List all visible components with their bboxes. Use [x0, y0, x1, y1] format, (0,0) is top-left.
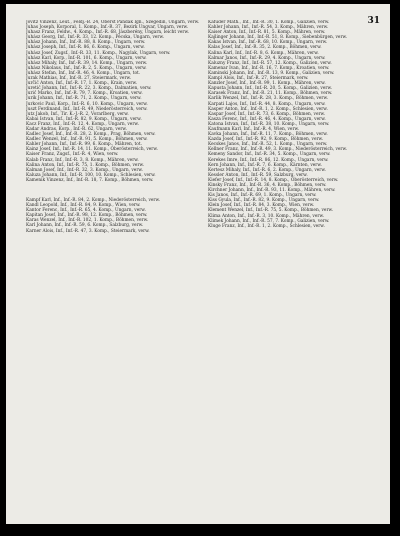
roster-entry: Kazda Josef, Inf., Inf.-R. 92, 9. Komp., Böhmen, verw. [208, 137, 324, 143]
roster-entry: Kavka Johann, Inf., Inf.-R. 11, 7. Komp., Böhmen, verw. [208, 132, 328, 138]
roster-entry: Kirchner Johann, Inf., Inf.-R. 93, 11. Komp., Mähren, verw. [208, 188, 336, 194]
roster-entry: Kacz Franz, Inf., Inf.-R. 12, 4. Komp., Ungarn, verw. [26, 121, 139, 127]
roster-entry: Kaluza Johann, Inf., Inf.-R. 100, 10. Komp., Schlesien, verw. [26, 172, 156, 178]
roster-entry: Kaufmann Karl, Inf., Inf.-R. 4, Wien, verw. [208, 126, 300, 132]
roster-entry: Kamenik Vinzenz, Inf., Inf.-R. 18, 7. Komp., Böhmen, verw. [26, 177, 154, 183]
roster-entry: Kalmar Janos, Inf., Inf.-R. 29, 4. Komp., Ungarn, verw. [208, 55, 326, 61]
roster-entry: Kalab Franz, Inf., Inf.-R. 3, 8. Komp., Mähren, verw. [26, 157, 139, 163]
roster-entry: Kahler Johann, Inf., Inf.-R. 54, 3. Komp., Mähren, verw. [208, 25, 329, 31]
roster-entry: Kluge Franz, Inf., Inf.-R. 1, 2. Komp., Schlesien, verw. [208, 223, 325, 229]
roster-entry: Kalman Josef, Inf., Inf.-R. 32, 3. Komp., Ungarn, verw. [26, 167, 143, 173]
roster-entry: Kiss Gyula, Inf., Inf.-R. 82, 9. Komp., Ungarn, verw. [208, 198, 320, 204]
roster-entry: Karner Alois, Inf., Inf.-R. 47, 3. Komp., Steiermark, verw. [26, 228, 150, 234]
left-upper-entries [26, 20, 204, 183]
roster-entry: Kaminski Johann, Inf., Inf.-R. 13, 9. Komp., Galizien, verw. [208, 70, 335, 76]
roster-entry: Kaiser Anton, Inf., Inf.-R. 81, 5. Komp., Mähren, verw. [208, 30, 326, 36]
roster-entry: Jurak Mathias, Inf., Inf.-R. 27, Steiermark, verw. [26, 76, 132, 82]
right-entries [208, 20, 386, 229]
right-column [208, 20, 386, 229]
roster-entry: Kamenar Ivan, Inf., Inf.-R. 16, 7. Komp., Kroatien, verw. [208, 65, 330, 71]
roster-entry: Kessler Anton, Inf., Inf.-R. 59, Salzburg, verw. [208, 172, 308, 178]
roster-entry: Kecskes Janos, Inf., Inf.-R. 52, 1. Komp., Ungarn, verw. [208, 142, 328, 148]
roster-entry: Kadar Andras, Korp., Inf.-R. 62, Ungarn, verw. [26, 126, 127, 132]
roster-entry: Kern Johann, Inf., Inf.-R. 7, 6. Komp., Kärnten, verw. [208, 162, 322, 168]
roster-entry: Juhasz Franz, Feldw., 4. Komp., Inf.-R. 68, Jászberény, Ungarn, leicht verw. [26, 30, 190, 36]
roster-entry: Katona Istvan, Inf., Inf.-R. 38, 10. Komp., Ungarn, verw. [208, 121, 330, 127]
roster-entry: Jurkovic Paul, Korp., Inf.-R. 6, 10. Komp., Ungarn, verw. [26, 101, 148, 107]
roster-entry: Juszt Ferdinand, Inf., Inf.-R. 49, Niederösterreich, verw. [26, 106, 148, 112]
roster-entry: Klimek Johann, Inf., Inf.-R. 57, 7. Komp., Galizien, verw. [208, 218, 330, 224]
roster-entry: Kadlec Wenzel, Inf., Inf.-R. 91, 5. Komp., Böhmen, verw. [26, 137, 148, 143]
roster-entry: Jutz Jakob, Inf., Tir. K.-J.-R. 2, Vorarlberg, verw. [26, 111, 129, 117]
roster-entry: Juhász Karl, Korp., Inf.-R. 101, 6. Komp., Ungarn, verw. [26, 55, 147, 61]
roster-entry: Kapusta Johann, Inf., Inf.-R. 20, 5. Komp., Galizien, verw. [208, 86, 332, 92]
roster-entry: Juhász Nikolaus, Inf., Inf.-R. 2, 5. Komp., Ungarn, verw. [26, 65, 147, 71]
roster-entry: Kampf Karl, Inf., Inf.-R. 84, 2. Komp., Niederösterreich, verw. [26, 198, 161, 203]
roster-entry: Juhász Josef, Zugsf., Inf.-R. 33, 11. Komp., Nagylak, Ungarn, verw. [26, 50, 171, 56]
left-lower-entries [26, 198, 204, 234]
roster-entry: Kabai Istvan, Inf., Inf.-R. 82, 9. Komp., Ungarn, verw. [26, 116, 142, 122]
document-page [6, 4, 390, 524]
roster-entry: Kadlec Josef, Inf., Inf.-R. 28, 2. Komp., Prag, Böhmen, verw. [26, 132, 156, 138]
roster-entry: Kasper Anton, Inf., Inf.-R. 1, 2. Komp., Schlesien, verw. [208, 106, 328, 112]
roster-entry: Kaspar Josef, Inf., Inf.-R. 73, 6. Komp., Böhmen, verw. [208, 111, 326, 117]
roster-entry: Kandl Leopold, Inf., Inf.-R. 84, 9. Komp., Wien, verw. [26, 203, 141, 209]
roster-entry: Kinsky Franz, Inf., Inf.-R. 36, 4. Komp., Böhmen, verw. [208, 183, 327, 188]
roster-entry: Kakas Istvan, Inf., Inf.-R. 68, 10. Komp., Ungarn, verw. [208, 40, 328, 46]
roster-entry: Juretić Johann, Inf., Inf.-R. 22, 3. Komp., Dalmatien, verw. [26, 86, 152, 92]
roster-entry: Kalina Anton, Inf., Inf.-R. 75, 1. Komp., Böhmen, verw. [26, 162, 145, 168]
roster-entry: Kemeny Sandor, Inf., Inf.-R. 34, 5. Komp., Ungarn, verw. [208, 152, 331, 158]
roster-entry: Juhász Johann, Inf., Inf.-R. 88, 8. Komp., Ungarn, verw. [26, 40, 146, 46]
roster-entry: Jurić Marko, Inf., Inf.-R. 79, 7. Komp., Kroatien, verw. [26, 91, 143, 97]
roster-entry: Kantor Ferenc, Inf., Inf.-R. 65, 4. Komp., Ungarn, verw. [26, 208, 146, 214]
roster-entry: Karasek Franz, Inf., Inf.-R. 21, 11. Komp., Böhmen, verw. [208, 91, 333, 97]
page-number: 31 [367, 16, 380, 26]
roster-entry: Kellner Franz, Inf., Inf.-R. 49, 3. Komp., Niederösterreich, verw. [208, 147, 348, 153]
roster-entry: Kerekes Imre, Inf., Inf.-R. 86, 12. Komp., Ungarn, verw. [208, 157, 329, 163]
roster-entry: Karpati Lajos, Inf., Inf.-R. 44, 8. Komp., Ungarn, verw. [208, 101, 326, 107]
roster-entry: Klement Wenzel, Inf., Inf.-R. 75, 5. Komp., Böhmen, verw. [208, 208, 334, 214]
roster-entry: Karl Johann, Inf., Inf.-R. 59, 6. Komp., Salzburg, verw. [26, 223, 144, 229]
roster-entry: Juhász Stefan, Inf., Inf.-R. 46, 4. Komp., Ungarn, tot. [26, 70, 141, 76]
roster-entry: Kertesz Mihaly, Inf., Inf.-R. 6, 2. Komp., Ungarn, verw. [208, 167, 326, 173]
roster-entry: Kasza Ferenc, Inf., Inf.-R. 46, 4. Komp., Ungarn, verw. [208, 116, 326, 122]
roster-entry: Kafuder Math., Inf., Inf.-R. 30, 1. Komp., Galizien, verw. [208, 20, 330, 25]
roster-entry: Kaluzny Franz, Inf., Inf.-R. 57, 12. Komp., Galizien, verw. [208, 60, 332, 66]
roster-entry: Kampl Alois, Inf., Inf.-R. 27, Steiermark, verw. [208, 76, 309, 82]
roster-entry: Kanzler Josef, Inf., Inf.-R. 99, 1. Komp., Mähren, verw. [208, 81, 326, 87]
roster-entry: Klein Josef, Inf., Inf.-R. 84, 3. Komp., Wien, verw. [208, 203, 315, 209]
roster-entry: Juhas Joseph, Korporal, 1. Komp., Inf.-R. 37, Bezirk Ungvar, Ungarn, verw. [26, 25, 189, 31]
roster-entry: Kalina Karl, Inf., Inf.-R. 8, 6. Komp., Mähren, verw. [208, 50, 319, 56]
roster-entry: Kainz Josef, Inf., Inf.-R. 14, 11. Komp., Oberösterreich, verw. [26, 147, 158, 153]
roster-entry: Jurčić Anton, Inf., Inf.-R. 17, 1. Komp., Krain, verw. [26, 81, 137, 87]
roster-entry: Juhász Georg, Inf., Inf.-R. 33, 12. Komp., Pécska, Ungarn, verw. [26, 35, 165, 41]
roster-entry: Karlik Wenzel, Inf., Inf.-R. 28, 3. Komp., Böhmen, verw. [208, 96, 328, 102]
left-column [26, 20, 204, 234]
roster-entry: Kis Janos, Inf., Inf.-R. 69, 1. Komp., Ungarn, verw. [208, 193, 317, 199]
roster-entry: Kalas Josef, Inf., Inf.-R. 35, 2. Komp., Böhmen, verw. [208, 45, 322, 51]
roster-entry: Juhász Mihaly, Inf., Inf.-R. 39, 14. Komp., Ungarn, verw. [26, 60, 148, 66]
column-gap [26, 183, 204, 198]
roster-entry: Kahler Johann, Inf., Inf.-R. 99, 6. Komp., Mähren, tot. [26, 142, 142, 148]
roster-entry: Kajlinger Johann, Inf., Inf.-R. 51, 8. Komp., Siebenbürgen, verw. [208, 35, 348, 41]
roster-entry: Karas Wenzel, Inf., Inf.-R. 102, 1. Komp., Böhmen, verw. [26, 218, 149, 224]
roster-entry: Jurik Johann, Inf., Inf.-R. 71, 2. Komp., Ungarn, verw. [26, 96, 142, 102]
roster-entry: Kapitan Josef, Inf., Inf.-R. 98, 12. Komp., Böhmen, verw. [26, 213, 148, 219]
roster-entry: Jovitz Vinzenz, Leut., Feldj.-B. 24, Oberst Pandak Ign., Szegedin, Ungarn, verw. [26, 20, 200, 25]
roster-entry: Klima Anton, Inf., Inf.-R. 3, 10. Komp., Mähren, verw. [208, 213, 324, 219]
roster-entry: Kiefer Josef, Inf., Inf.-R. 14, 8. Komp., Oberösterreich, verw. [208, 177, 339, 183]
roster-entry: Juhász Joseph, Inf., Inf.-R. 86, 6. Komp., Ungarn, verw. [26, 45, 145, 51]
roster-entry: Kaiser Franz, Zugsf., Inf.-R. 4, Wien, verw. [26, 152, 119, 158]
